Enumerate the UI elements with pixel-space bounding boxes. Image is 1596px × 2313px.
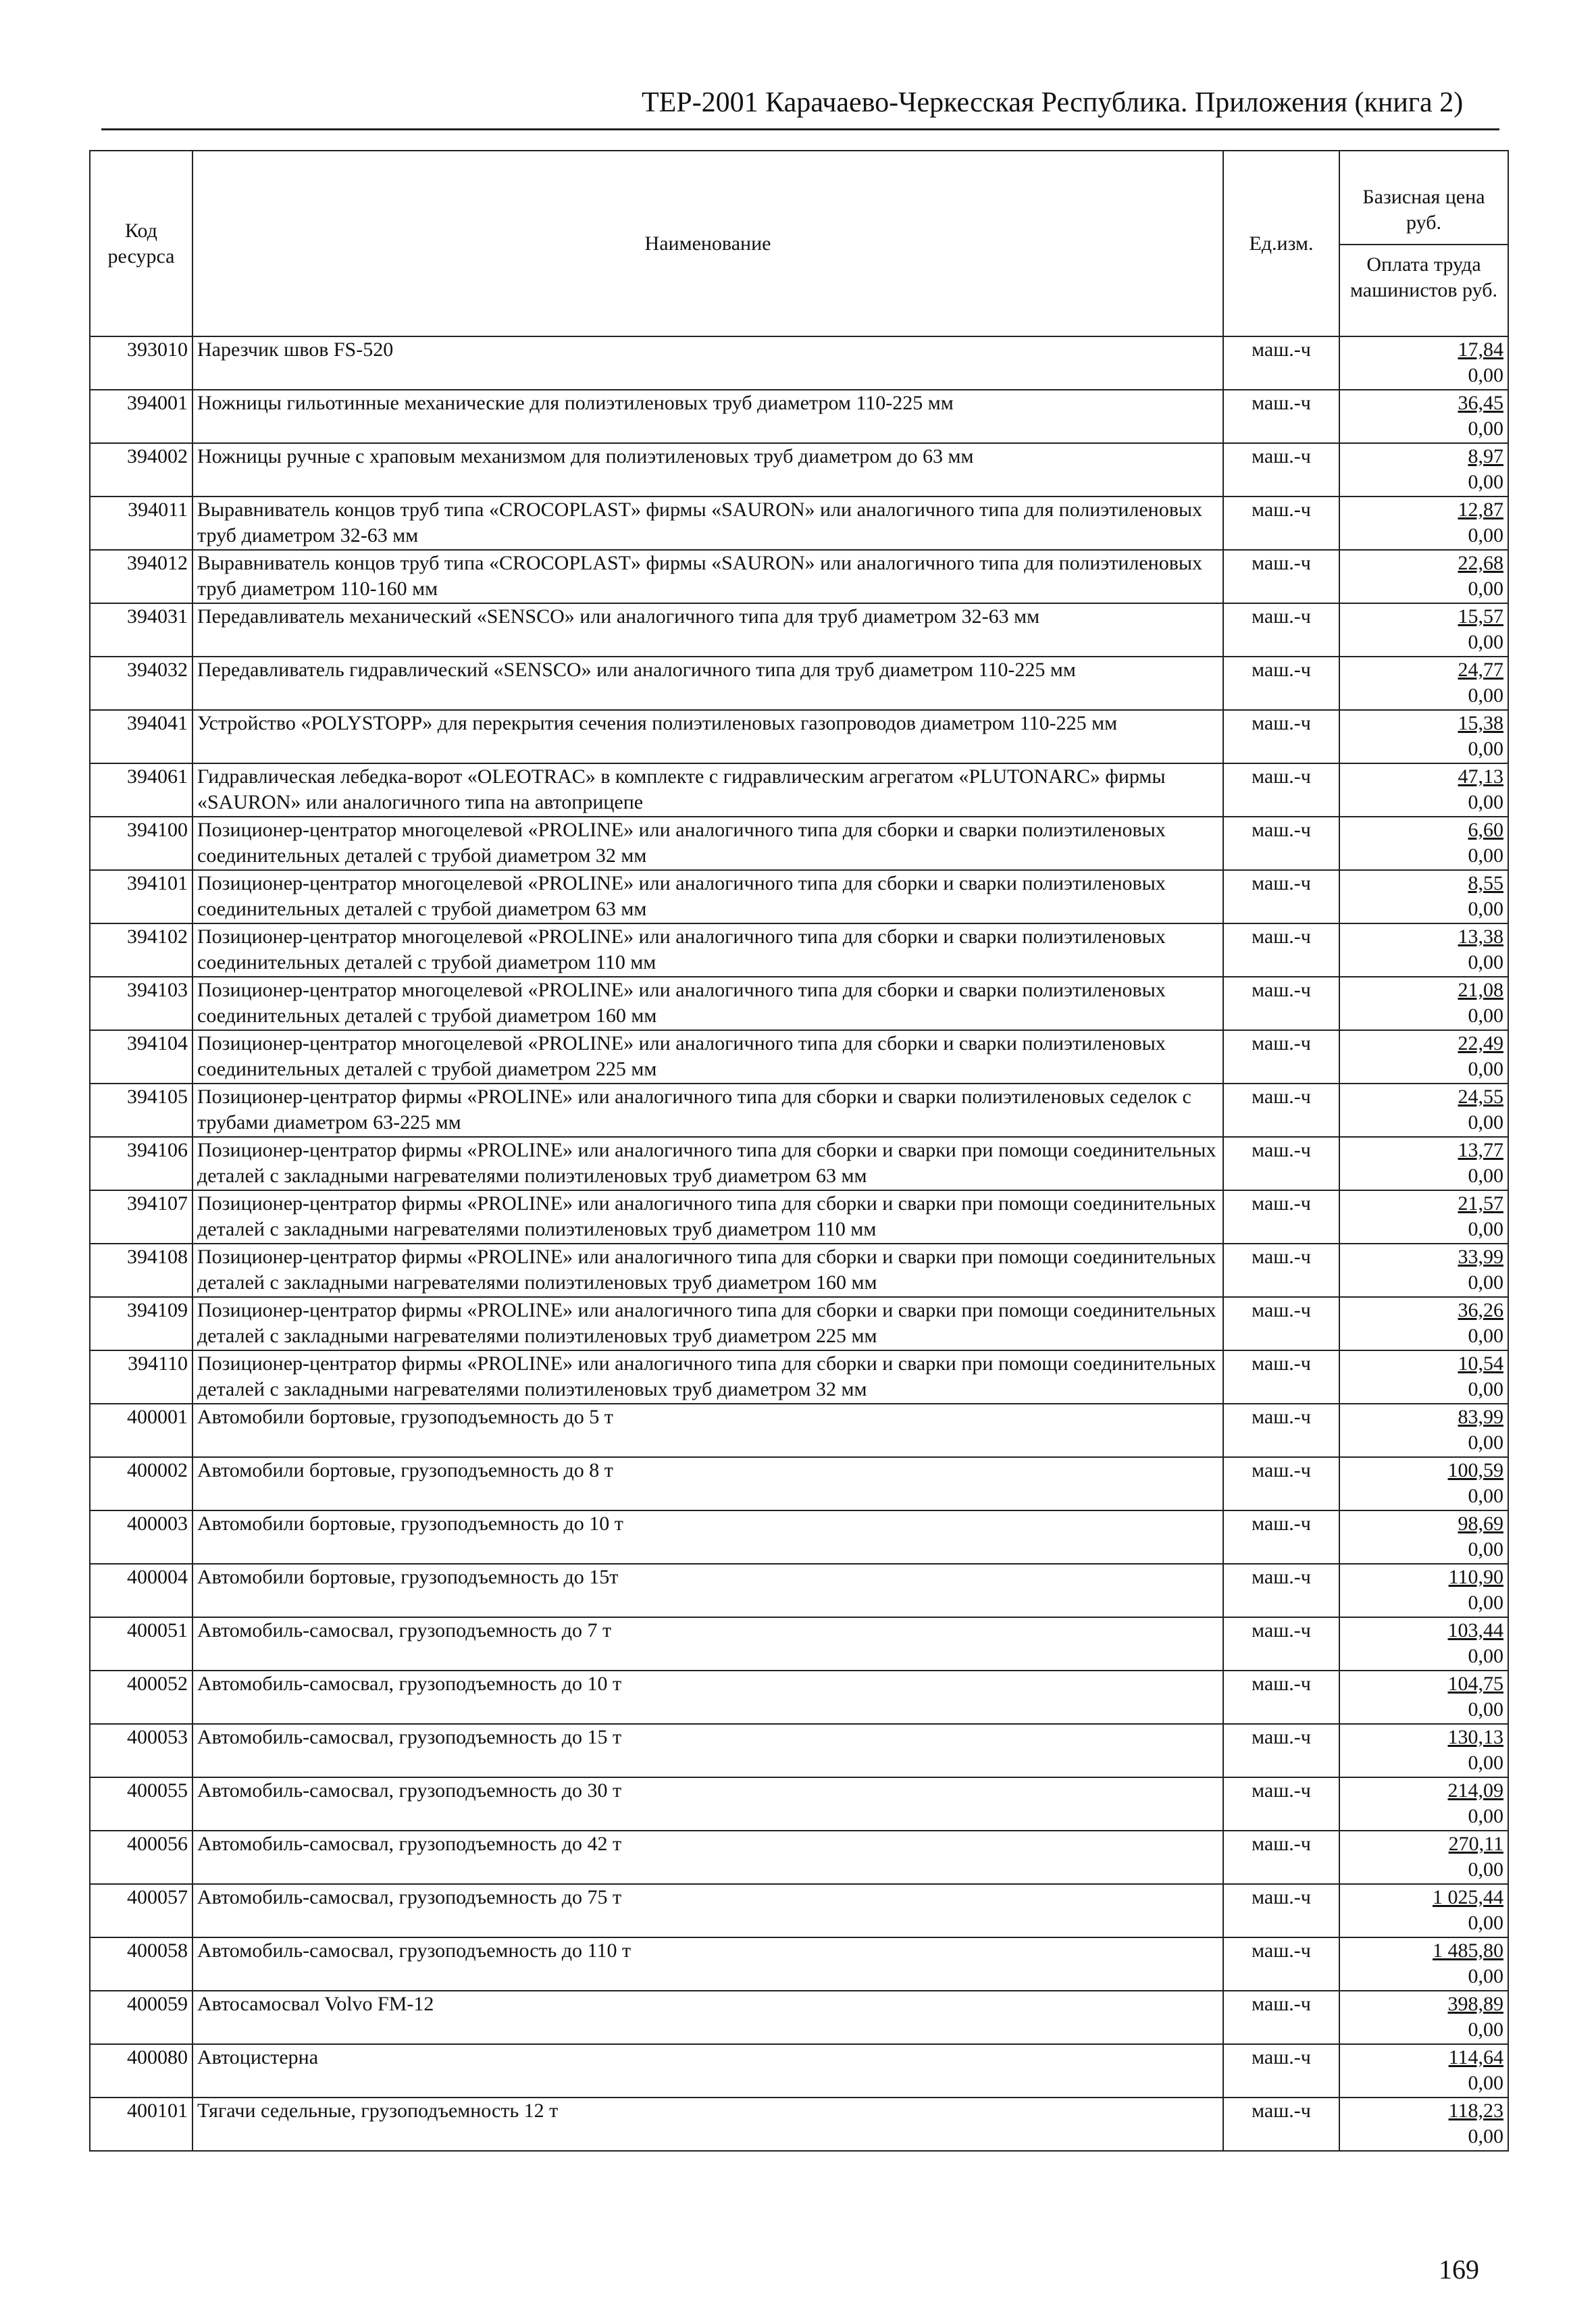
unit-cell: маш.-ч <box>1223 1404 1339 1457</box>
operator-wage-value: 0,00 <box>1468 417 1503 440</box>
price-cell <box>1339 1350 1508 1404</box>
base-price-value: 15,38 <box>1458 712 1503 734</box>
base-price-value: 22,49 <box>1458 1032 1503 1054</box>
price-cell <box>1339 1724 1508 1777</box>
unit-cell: маш.-ч <box>1223 497 1339 550</box>
column-header-code: Код ресурса <box>90 151 192 336</box>
resource-code-cell: 394108 <box>90 1244 192 1297</box>
base-price-value: 130,13 <box>1447 1726 1503 1748</box>
price-cell <box>1339 817 1508 870</box>
resource-name-cell: Позиционер-центратор многоцелевой «PROLINE» или аналогичного типа для сборки и сварки полиэтиленовых соединительных деталей с трубой диаметром 63 мм <box>192 870 1223 923</box>
unit-cell: маш.-ч <box>1223 817 1339 870</box>
table-row <box>90 336 1508 390</box>
table-row <box>90 1510 1508 1564</box>
table-row <box>90 1457 1508 1510</box>
resource-code-cell: 400058 <box>90 1937 192 1991</box>
column-header-price <box>1339 151 1508 336</box>
unit-cell: маш.-ч <box>1223 1937 1339 1991</box>
operator-wage-value: 0,00 <box>1468 2125 1503 2147</box>
table-row <box>90 603 1508 657</box>
resource-name-cell: Нарезчик швов FS-520 <box>192 336 1223 390</box>
resource-name-cell: Автомобиль-самосвал, грузоподъемность до 7 т <box>192 1617 1223 1671</box>
unit-cell: маш.-ч <box>1223 1831 1339 1884</box>
resource-name-cell: Автомобили бортовые, грузоподъемность до 15т <box>192 1564 1223 1617</box>
base-price-value: 100,59 <box>1447 1459 1503 1481</box>
table-row <box>90 1937 1508 1991</box>
operator-wage-value: 0,00 <box>1468 1592 1503 1614</box>
operator-wage-value: 0,00 <box>1468 1218 1503 1240</box>
unit-cell: маш.-ч <box>1223 1884 1339 1937</box>
unit-cell: маш.-ч <box>1223 1297 1339 1350</box>
resource-code-cell: 400004 <box>90 1564 192 1617</box>
operator-wage-value: 0,00 <box>1468 1965 1503 1987</box>
base-price-value: 36,26 <box>1458 1299 1503 1321</box>
base-price-value: 21,08 <box>1458 979 1503 1001</box>
base-price-value: 8,97 <box>1468 445 1503 467</box>
operator-wage-value: 0,00 <box>1468 1858 1503 1881</box>
resource-name-cell: Автомобиль-самосвал, грузоподъемность до 42 т <box>192 1831 1223 1884</box>
base-price-value: 1 485,80 <box>1433 1939 1503 1962</box>
price-cell <box>1339 923 1508 977</box>
table-row <box>90 390 1508 443</box>
price-cell <box>1339 1404 1508 1457</box>
unit-cell: маш.-ч <box>1223 870 1339 923</box>
price-cell <box>1339 1991 1508 2044</box>
base-price-value: 36,45 <box>1458 392 1503 414</box>
resource-code-cell: 394110 <box>90 1350 192 1404</box>
operator-wage-value: 0,00 <box>1468 2072 1503 2094</box>
resource-code-cell: 400055 <box>90 1777 192 1831</box>
table-row <box>90 710 1508 763</box>
resource-code-cell: 400003 <box>90 1510 192 1564</box>
resource-name-cell: Автоцистерна <box>192 2044 1223 2098</box>
price-cell <box>1339 1137 1508 1190</box>
page-number: 169 <box>1439 2254 1479 2285</box>
resource-code-cell: 400057 <box>90 1884 192 1937</box>
resource-code-cell: 400059 <box>90 1991 192 2044</box>
resource-name-cell: Позиционер-центратор фирмы «PROLINE» или аналогичного типа для сборки и сварки при помощи соединительных деталей с закладными нагревателями полиэтиленовых труб диаметром 63 мм <box>192 1137 1223 1190</box>
price-cell <box>1339 1030 1508 1084</box>
price-cell <box>1339 390 1508 443</box>
operator-wage-value: 0,00 <box>1468 1912 1503 1934</box>
operator-wage-value: 0,00 <box>1468 1645 1503 1667</box>
table-row <box>90 1084 1508 1137</box>
base-price-value: 12,87 <box>1458 499 1503 521</box>
resource-name-cell: Позиционер-центратор многоцелевой «PROLINE» или аналогичного типа для сборки и сварки полиэтиленовых соединительных деталей с трубой диаметром 110 мм <box>192 923 1223 977</box>
table-row <box>90 977 1508 1030</box>
unit-cell: маш.-ч <box>1223 1617 1339 1671</box>
base-price-value: 21,57 <box>1458 1192 1503 1215</box>
resource-name-cell: Позиционер-центратор многоцелевой «PROLINE» или аналогичного типа для сборки и сварки полиэтиленовых соединительных деталей с трубой диаметром 160 мм <box>192 977 1223 1030</box>
base-price-value: 47,13 <box>1458 765 1503 788</box>
base-price-value: 114,64 <box>1448 2046 1503 2068</box>
table-row <box>90 1617 1508 1671</box>
resource-code-cell: 393010 <box>90 336 192 390</box>
base-price-value: 13,77 <box>1458 1139 1503 1161</box>
unit-cell: маш.-ч <box>1223 1671 1339 1724</box>
base-price-value: 1 025,44 <box>1433 1886 1503 1908</box>
unit-cell: маш.-ч <box>1223 1030 1339 1084</box>
operator-wage-value: 0,00 <box>1468 791 1503 813</box>
price-cell <box>1339 710 1508 763</box>
table-row <box>90 1137 1508 1190</box>
operator-wage-value: 0,00 <box>1468 1698 1503 1721</box>
price-cell <box>1339 977 1508 1030</box>
operator-wage-value: 0,00 <box>1468 1378 1503 1400</box>
operator-wage-value: 0,00 <box>1468 1111 1503 1134</box>
operator-wage-value: 0,00 <box>1468 1752 1503 1774</box>
resource-code-cell: 394107 <box>90 1190 192 1244</box>
resource-name-cell: Позиционер-центратор фирмы «PROLINE» или аналогичного типа для сборки и сварки при помощи соединительных деталей с закладными нагревателями полиэтиленовых труб диаметром 225 мм <box>192 1297 1223 1350</box>
base-price-value: 6,60 <box>1468 819 1503 841</box>
operator-wage-value: 0,00 <box>1468 364 1503 386</box>
resource-name-cell: Позиционер-центратор фирмы «PROLINE» или аналогичного типа для сборки и сварки при помощи соединительных деталей с закладными нагревателями полиэтиленовых труб диаметром 160 мм <box>192 1244 1223 1297</box>
table-row <box>90 550 1508 603</box>
operator-wage-value: 0,00 <box>1468 951 1503 973</box>
operator-wage-value: 0,00 <box>1468 1485 1503 1507</box>
resource-name-cell: Автомобиль-самосвал, грузоподъемность до 15 т <box>192 1724 1223 1777</box>
price-cell <box>1339 1831 1508 1884</box>
base-price-value: 8,55 <box>1468 872 1503 894</box>
resource-code-cell: 394100 <box>90 817 192 870</box>
table-row <box>90 2098 1508 2151</box>
unit-cell: маш.-ч <box>1223 603 1339 657</box>
column-header-unit: Ед.изм. <box>1223 151 1339 336</box>
table-row <box>90 443 1508 497</box>
unit-cell: маш.-ч <box>1223 763 1339 817</box>
operator-wage-value: 0,00 <box>1468 1271 1503 1294</box>
header-divider <box>101 128 1499 130</box>
resource-name-cell: Автомобили бортовые, грузоподъемность до 10 т <box>192 1510 1223 1564</box>
table-row <box>90 1991 1508 2044</box>
price-cell <box>1339 1777 1508 1831</box>
resource-code-cell: 394061 <box>90 763 192 817</box>
price-cell <box>1339 1617 1508 1671</box>
price-cell <box>1339 1297 1508 1350</box>
base-price-value: 104,75 <box>1447 1673 1503 1695</box>
resource-name-cell: Устройство «POLYSTOPP» для перекрытия сечения полиэтиленовых газопроводов диаметром 110-225 мм <box>192 710 1223 763</box>
resource-name-cell: Автомобиль-самосвал, грузоподъемность до 75 т <box>192 1884 1223 1937</box>
operator-wage-value: 0,00 <box>1468 1165 1503 1187</box>
table-row <box>90 870 1508 923</box>
price-cell <box>1339 2044 1508 2098</box>
base-price-value: 110,90 <box>1448 1566 1503 1588</box>
resource-name-cell: Передавливатель гидравлический «SENSCO» или аналогичного типа для труб диаметром 110-225 мм <box>192 657 1223 710</box>
operator-wage-value: 0,00 <box>1468 1431 1503 1454</box>
resource-code-cell: 400056 <box>90 1831 192 1884</box>
resource-code-cell: 394102 <box>90 923 192 977</box>
unit-cell: маш.-ч <box>1223 1991 1339 2044</box>
operator-wage-value: 0,00 <box>1468 1058 1503 1080</box>
resource-code-cell: 394101 <box>90 870 192 923</box>
base-price-value: 98,69 <box>1458 1513 1503 1535</box>
resource-name-cell: Позиционер-центратор фирмы «PROLINE» или аналогичного типа для сборки и сварки полиэтиленовых седелок с трубами диаметром 63-225 мм <box>192 1084 1223 1137</box>
table-row <box>90 1564 1508 1617</box>
resource-name-cell: Автомобиль-самосвал, грузоподъемность до 110 т <box>192 1937 1223 1991</box>
resource-code-cell: 394041 <box>90 710 192 763</box>
resource-name-cell: Автомобиль-самосвал, грузоподъемность до 10 т <box>192 1671 1223 1724</box>
resource-name-cell: Автомобили бортовые, грузоподъемность до 5 т <box>192 1404 1223 1457</box>
table-body <box>90 336 1508 2151</box>
unit-cell: маш.-ч <box>1223 1564 1339 1617</box>
table-row <box>90 1350 1508 1404</box>
unit-cell: маш.-ч <box>1223 1244 1339 1297</box>
base-price-value: 10,54 <box>1458 1352 1503 1375</box>
resource-name-cell: Автосамосвал Volvo FM-12 <box>192 1991 1223 2044</box>
resource-code-cell: 394002 <box>90 443 192 497</box>
base-price-value: 33,99 <box>1458 1246 1503 1268</box>
price-cell <box>1339 1564 1508 1617</box>
price-cell <box>1339 443 1508 497</box>
operator-wage-value: 0,00 <box>1468 1005 1503 1027</box>
price-cell <box>1339 1457 1508 1510</box>
resource-code-cell: 394001 <box>90 390 192 443</box>
base-price-value: 22,68 <box>1458 552 1503 574</box>
table-row <box>90 2044 1508 2098</box>
unit-cell: маш.-ч <box>1223 1724 1339 1777</box>
operator-wage-value: 0,00 <box>1468 1325 1503 1347</box>
base-price-value: 24,55 <box>1458 1086 1503 1108</box>
operator-wage-value: 0,00 <box>1468 2018 1503 2041</box>
base-price-value: 83,99 <box>1458 1406 1503 1428</box>
unit-cell: маш.-ч <box>1223 923 1339 977</box>
table-row <box>90 1030 1508 1084</box>
table-header-row <box>90 151 1508 336</box>
price-cell <box>1339 550 1508 603</box>
unit-cell: маш.-ч <box>1223 1137 1339 1190</box>
resource-name-cell: Гидравлическая лебедка-ворот «OLEOTRAC» в комплекте с гидравлическим агрегатом «PLUTONARC» фирмы «SAURON» или аналогичного типа на автоприцепе <box>192 763 1223 817</box>
table-row <box>90 1831 1508 1884</box>
resource-code-cell: 394103 <box>90 977 192 1030</box>
unit-cell: маш.-ч <box>1223 1510 1339 1564</box>
price-cell <box>1339 1084 1508 1137</box>
resource-code-cell: 394032 <box>90 657 192 710</box>
price-cell <box>1339 336 1508 390</box>
price-cell <box>1339 1937 1508 1991</box>
resource-code-cell: 400051 <box>90 1617 192 1671</box>
base-price-value: 214,09 <box>1447 1779 1503 1802</box>
price-cell <box>1339 1190 1508 1244</box>
operator-wage-value: 0,00 <box>1468 898 1503 920</box>
price-cell <box>1339 1884 1508 1937</box>
resource-code-cell: 394106 <box>90 1137 192 1190</box>
resource-name-cell: Позиционер-центратор фирмы «PROLINE» или аналогичного типа для сборки и сварки при помощи соединительных деталей с закладными нагревателями полиэтиленовых труб диаметром 32 мм <box>192 1350 1223 1404</box>
resource-name-cell: Ножницы гильотинные механические для полиэтиленовых труб диаметром 110-225 мм <box>192 390 1223 443</box>
table-row <box>90 1777 1508 1831</box>
unit-cell: маш.-ч <box>1223 390 1339 443</box>
table-row <box>90 497 1508 550</box>
resource-code-cell: 400053 <box>90 1724 192 1777</box>
table-row <box>90 1244 1508 1297</box>
unit-cell: маш.-ч <box>1223 1777 1339 1831</box>
resource-name-cell: Выравниватель концов труб типа «CROCOPLAST» фирмы «SAURON» или аналогичного типа для полиэтиленовых труб диаметром 110-160 мм <box>192 550 1223 603</box>
page-header-title: ТЕР-2001 Карачаево-Черкесская Республика. Приложения (книга 2) <box>642 87 1464 118</box>
price-cell <box>1339 2098 1508 2151</box>
unit-cell: маш.-ч <box>1223 2098 1339 2151</box>
operator-wage-value: 0,00 <box>1468 844 1503 867</box>
unit-cell: маш.-ч <box>1223 2044 1339 2098</box>
operator-wage-value: 0,00 <box>1468 524 1503 547</box>
base-price-value: 15,57 <box>1458 605 1503 628</box>
price-cell <box>1339 1244 1508 1297</box>
resource-code-cell: 400001 <box>90 1404 192 1457</box>
operator-wage-value: 0,00 <box>1468 578 1503 600</box>
resource-name-cell: Автомобили бортовые, грузоподъемность до 8 т <box>192 1457 1223 1510</box>
price-cell <box>1339 1671 1508 1724</box>
resource-code-cell: 400080 <box>90 2044 192 2098</box>
resource-code-cell: 400002 <box>90 1457 192 1510</box>
price-cell <box>1339 603 1508 657</box>
unit-cell: маш.-ч <box>1223 1350 1339 1404</box>
resource-name-cell: Выравниватель концов труб типа «CROCOPLAST» фирмы «SAURON» или аналогичного типа для полиэтиленовых труб диаметром 32-63 мм <box>192 497 1223 550</box>
resource-name-cell: Передавливатель механический «SENSCO» или аналогичного типа для труб диаметром 32-63 мм <box>192 603 1223 657</box>
resource-code-cell: 394031 <box>90 603 192 657</box>
resource-name-cell: Позиционер-центратор многоцелевой «PROLINE» или аналогичного типа для сборки и сварки полиэтиленовых соединительных деталей с трубой диаметром 32 мм <box>192 817 1223 870</box>
unit-cell: маш.-ч <box>1223 710 1339 763</box>
price-cell <box>1339 657 1508 710</box>
operator-wage-value: 0,00 <box>1468 1538 1503 1560</box>
resource-name-cell: Позиционер-центратор многоцелевой «PROLINE» или аналогичного типа для сборки и сварки полиэтиленовых соединительных деталей с трубой диаметром 225 мм <box>192 1030 1223 1084</box>
resource-name-cell: Ножницы ручные с храповым механизмом для полиэтиленовых труб диаметром до 63 мм <box>192 443 1223 497</box>
resource-code-cell: 394012 <box>90 550 192 603</box>
resource-code-cell: 394104 <box>90 1030 192 1084</box>
resource-code-cell: 394109 <box>90 1297 192 1350</box>
unit-cell: маш.-ч <box>1223 443 1339 497</box>
unit-cell: маш.-ч <box>1223 657 1339 710</box>
operator-wage-value: 0,00 <box>1468 738 1503 760</box>
table-row <box>90 1297 1508 1350</box>
table-row <box>90 1190 1508 1244</box>
unit-cell: маш.-ч <box>1223 550 1339 603</box>
table-row <box>90 1884 1508 1937</box>
price-cell <box>1339 763 1508 817</box>
base-price-value: 103,44 <box>1447 1619 1503 1642</box>
table-row <box>90 923 1508 977</box>
table-row <box>90 1404 1508 1457</box>
unit-cell: маш.-ч <box>1223 1457 1339 1510</box>
unit-cell: маш.-ч <box>1223 336 1339 390</box>
base-price-value: 270,11 <box>1448 1833 1503 1855</box>
table-row <box>90 657 1508 710</box>
resource-name-cell: Автомобиль-самосвал, грузоподъемность до 30 т <box>192 1777 1223 1831</box>
table-row <box>90 1724 1508 1777</box>
base-price-value: 24,77 <box>1458 659 1503 681</box>
operator-wage-value: 0,00 <box>1468 471 1503 493</box>
column-header-name: Наименование <box>192 151 1223 336</box>
base-price-value: 398,89 <box>1447 1993 1503 2015</box>
resource-code-cell: 400052 <box>90 1671 192 1724</box>
unit-cell: маш.-ч <box>1223 977 1339 1030</box>
resource-table <box>89 150 1509 2152</box>
unit-cell: маш.-ч <box>1223 1084 1339 1137</box>
price-cell <box>1339 1510 1508 1564</box>
base-price-value: 17,84 <box>1458 338 1503 361</box>
table-row <box>90 763 1508 817</box>
operator-wage-value: 0,00 <box>1468 684 1503 707</box>
operator-wage-value: 0,00 <box>1468 631 1503 653</box>
operator-wage-value: 0,00 <box>1468 1805 1503 1827</box>
resource-name-cell: Тягачи седельные, грузоподъемность 12 т <box>192 2098 1223 2151</box>
resource-name-cell: Позиционер-центратор фирмы «PROLINE» или аналогичного типа для сборки и сварки при помощи соединительных деталей с закладными нагревателями полиэтиленовых труб диаметром 110 мм <box>192 1190 1223 1244</box>
table-row <box>90 817 1508 870</box>
base-price-value: 13,38 <box>1458 925 1503 948</box>
resource-code-cell: 394011 <box>90 497 192 550</box>
resource-code-cell: 400101 <box>90 2098 192 2151</box>
price-cell <box>1339 870 1508 923</box>
table-row <box>90 1671 1508 1724</box>
resource-code-cell: 394105 <box>90 1084 192 1137</box>
column-header-operator-wages: Оплата труда машинистов руб. <box>1340 244 1508 303</box>
base-price-value: 118,23 <box>1448 2100 1503 2122</box>
unit-cell: маш.-ч <box>1223 1190 1339 1244</box>
price-cell <box>1339 497 1508 550</box>
column-header-base-price: Базисная цена руб. <box>1362 185 1485 234</box>
